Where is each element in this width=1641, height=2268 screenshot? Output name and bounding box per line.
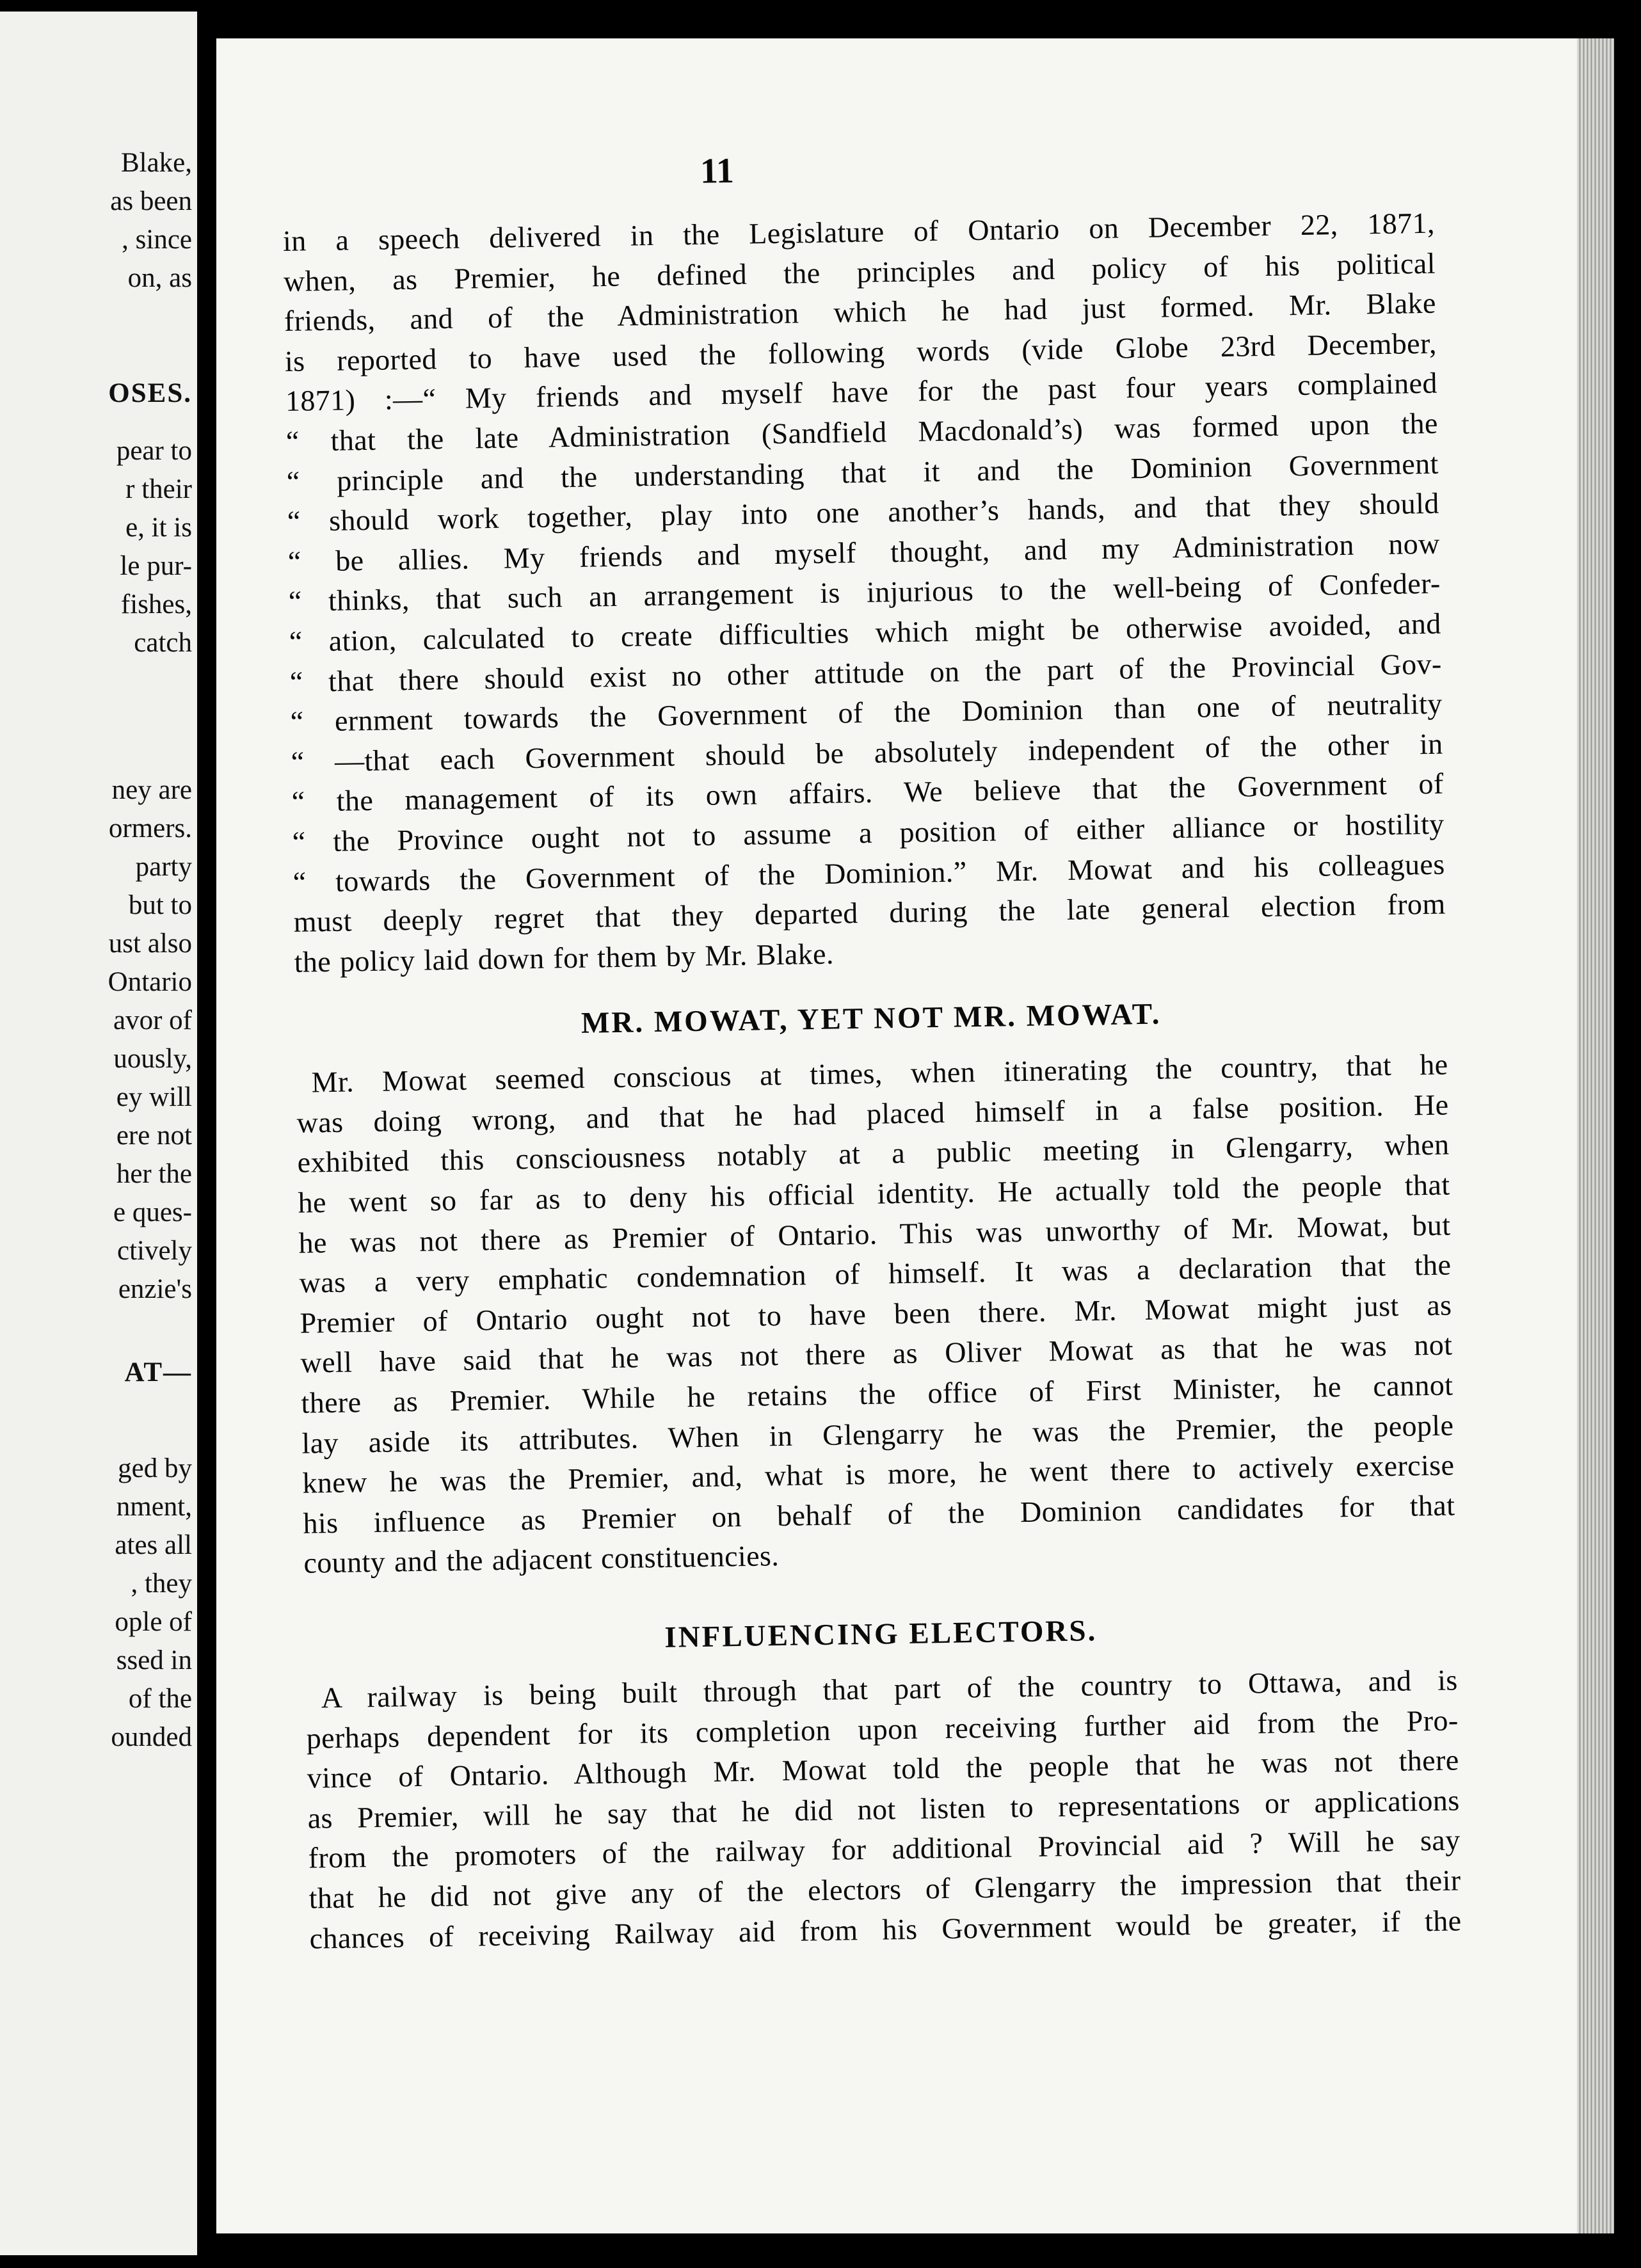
book-gutter	[197, 0, 216, 2268]
text-line: when, as Premier, he defined the principles and policy of his political	[283, 246, 1436, 298]
text-line: “ towards the Government of the Dominion.” Mr. Mowat and his colleagues	[292, 847, 1445, 898]
page-edge	[1577, 38, 1614, 2233]
left-page-fragment: ounded	[111, 1722, 192, 1752]
left-page-fragment: , they	[131, 1569, 192, 1599]
left-page-fragment: e, it is	[125, 513, 192, 543]
text-line: that he did not give any of the electors of Glengarry the impression that their	[308, 1864, 1461, 1915]
section-heading-influencing-electors: INFLUENCING ELECTORS.	[664, 1614, 1098, 1654]
left-page-fragment: ged by	[118, 1453, 192, 1483]
page-number: 11	[700, 150, 735, 191]
text-line: “ thinks, that such an arrangement is injurious to the well-being of Confeder-	[288, 566, 1441, 618]
left-page-fragment: ople of	[115, 1607, 192, 1637]
text-line: well have said that he was not there as Oliver Mowat as that he was not	[300, 1328, 1453, 1380]
page-content	[282, 141, 1462, 1959]
left-page-fragment: ere not	[116, 1121, 192, 1151]
left-page-fragment: ates all	[115, 1530, 192, 1560]
text-line: the policy laid down for them by Mr. Blake.	[294, 937, 835, 978]
left-page-fragment: avor of	[113, 1005, 192, 1035]
text-line: must deeply regret that they departed during the late general election from	[293, 887, 1446, 938]
paragraph-blake-speech	[283, 204, 1446, 982]
left-page	[0, 12, 197, 2255]
text-line: “ ernment towards the Government of the Dominion than one of neutrality	[290, 687, 1443, 739]
left-page-fragment: le pur-	[120, 551, 192, 581]
left-page-fragment: pear to	[116, 436, 192, 466]
text-line: he was not there as Premier of Ontario. This was unworthy of Mr. Mowat, but	[298, 1208, 1451, 1259]
left-page-fragment: catch	[134, 628, 192, 658]
text-line: “ the management of its own affairs. We believe that the Government of	[291, 767, 1444, 819]
paragraph-railway	[305, 1660, 1462, 1958]
text-line: his influence as Premier on behalf of the Dominion candidates for that	[303, 1489, 1455, 1540]
left-page-fragment: OSES.	[108, 378, 192, 408]
text-line: there as Premier. While he retains the office of First Minister, he cannot	[301, 1368, 1453, 1419]
text-line: friends, and of the Administration which he had just formed. Mr. Blake	[284, 286, 1437, 338]
text-line: lay aside its attributes. When in Glengarry he was the Premier, the people	[301, 1409, 1454, 1460]
text-line: “ that the late Administration (Sandfield Macdonald’s) was formed upon the	[285, 406, 1439, 458]
left-page-fragment: enzie's	[118, 1274, 192, 1304]
left-page-fragment: as been	[110, 186, 192, 216]
text-line: A railway is being built through that part of the country to Ottawa, and is	[321, 1663, 1458, 1714]
text-line: “ —that each Government should be absolutely independent of the other in	[291, 727, 1443, 778]
left-page-fragment: Ontario	[108, 967, 192, 997]
left-page-fragment: of the	[128, 1684, 192, 1714]
text-line: was a very emphatic condemnation of himself. It was a declaration that the	[299, 1248, 1452, 1300]
text-line: from the promoters of the railway for additional Provincial aid ? Will he say	[308, 1823, 1461, 1875]
text-line: chances of receiving Railway aid from his Government would be greater, if the	[309, 1903, 1462, 1955]
left-page-fragment: ormers.	[108, 813, 192, 843]
text-line: he went so far as to deny his official identity. He actually told the people that	[298, 1168, 1450, 1219]
left-page-fragment: , since	[122, 225, 192, 255]
text-line: “ be allies. My friends and myself thought, and my Administration now	[287, 527, 1441, 578]
left-page-fragment: on, as	[127, 263, 192, 293]
left-page-fragment: ust also	[108, 929, 192, 959]
left-page-fragment: fishes,	[120, 589, 192, 619]
left-page-fragment: ssed in	[116, 1645, 192, 1675]
text-line: as Premier, will he say that he did not listen to representations or applications	[307, 1784, 1460, 1835]
text-line: Premier of Ontario ought not to have been there. Mr. Mowat might just as	[300, 1288, 1452, 1339]
left-page-fragment: ney are	[111, 775, 192, 805]
left-page-fragment: e ques-	[113, 1197, 192, 1227]
text-line: 1871) :—“ My friends and myself have for the past four years complained	[285, 367, 1438, 418]
text-line: Mr. Mowat seemed conscious at times, when itinerating the country, that he	[311, 1048, 1448, 1099]
left-page-fragment: AT—	[124, 1357, 192, 1387]
text-line: “ principle and the understanding that it and the Dominion Government	[286, 447, 1439, 498]
text-line: “ that there should exist no other attitude on the part of the Provincial Gov-	[289, 647, 1443, 698]
left-page-fragment: ctively	[116, 1236, 192, 1266]
left-page-fragment: ey will	[116, 1082, 192, 1112]
section-heading-mowat: MR. MOWAT, YET NOT MR. MOWAT.	[580, 997, 1162, 1041]
left-page-fragment: but to	[128, 890, 192, 920]
paragraph-mowat-conscious	[296, 1045, 1456, 1584]
text-line: in a speech delivered in the Legislature of Ontario on December 22, 1871,	[282, 206, 1436, 257]
left-page-fragment: party	[135, 852, 192, 882]
text-line: county and the adjacent constituencies.	[303, 1539, 780, 1580]
left-page-fragment: her the	[116, 1159, 192, 1189]
text-line: “ ation, calculated to create difficulties which might be otherwise avoided, and	[289, 607, 1442, 658]
text-line: “ should work together, play into one another’s hands, and that they should	[287, 486, 1440, 538]
left-page-fragment: Blake,	[120, 148, 192, 178]
text-line: perhaps dependent for its completion upon receiving further aid from the Pro-	[306, 1704, 1459, 1755]
text-line: knew he was the Premier, and, what is more, he went there to actively exercise	[302, 1448, 1455, 1499]
text-line: “ the Province ought not to assume a position of either alliance or hostility	[292, 807, 1445, 858]
text-line: is reported to have used the following words (vide Globe 23rd December,	[284, 326, 1437, 378]
left-page-fragment: uously,	[113, 1044, 192, 1074]
text-line: exhibited this consciousness notably at a public meeting in Glengarry, when	[297, 1128, 1450, 1179]
text-line: vince of Ontario. Although Mr. Mowat told the people that he was not there	[307, 1743, 1459, 1794]
left-page-fragment: nment,	[116, 1492, 192, 1522]
text-line: was doing wrong, and that he had placed himself in a false position. He	[296, 1088, 1449, 1139]
left-page-fragment: r their	[125, 474, 192, 504]
